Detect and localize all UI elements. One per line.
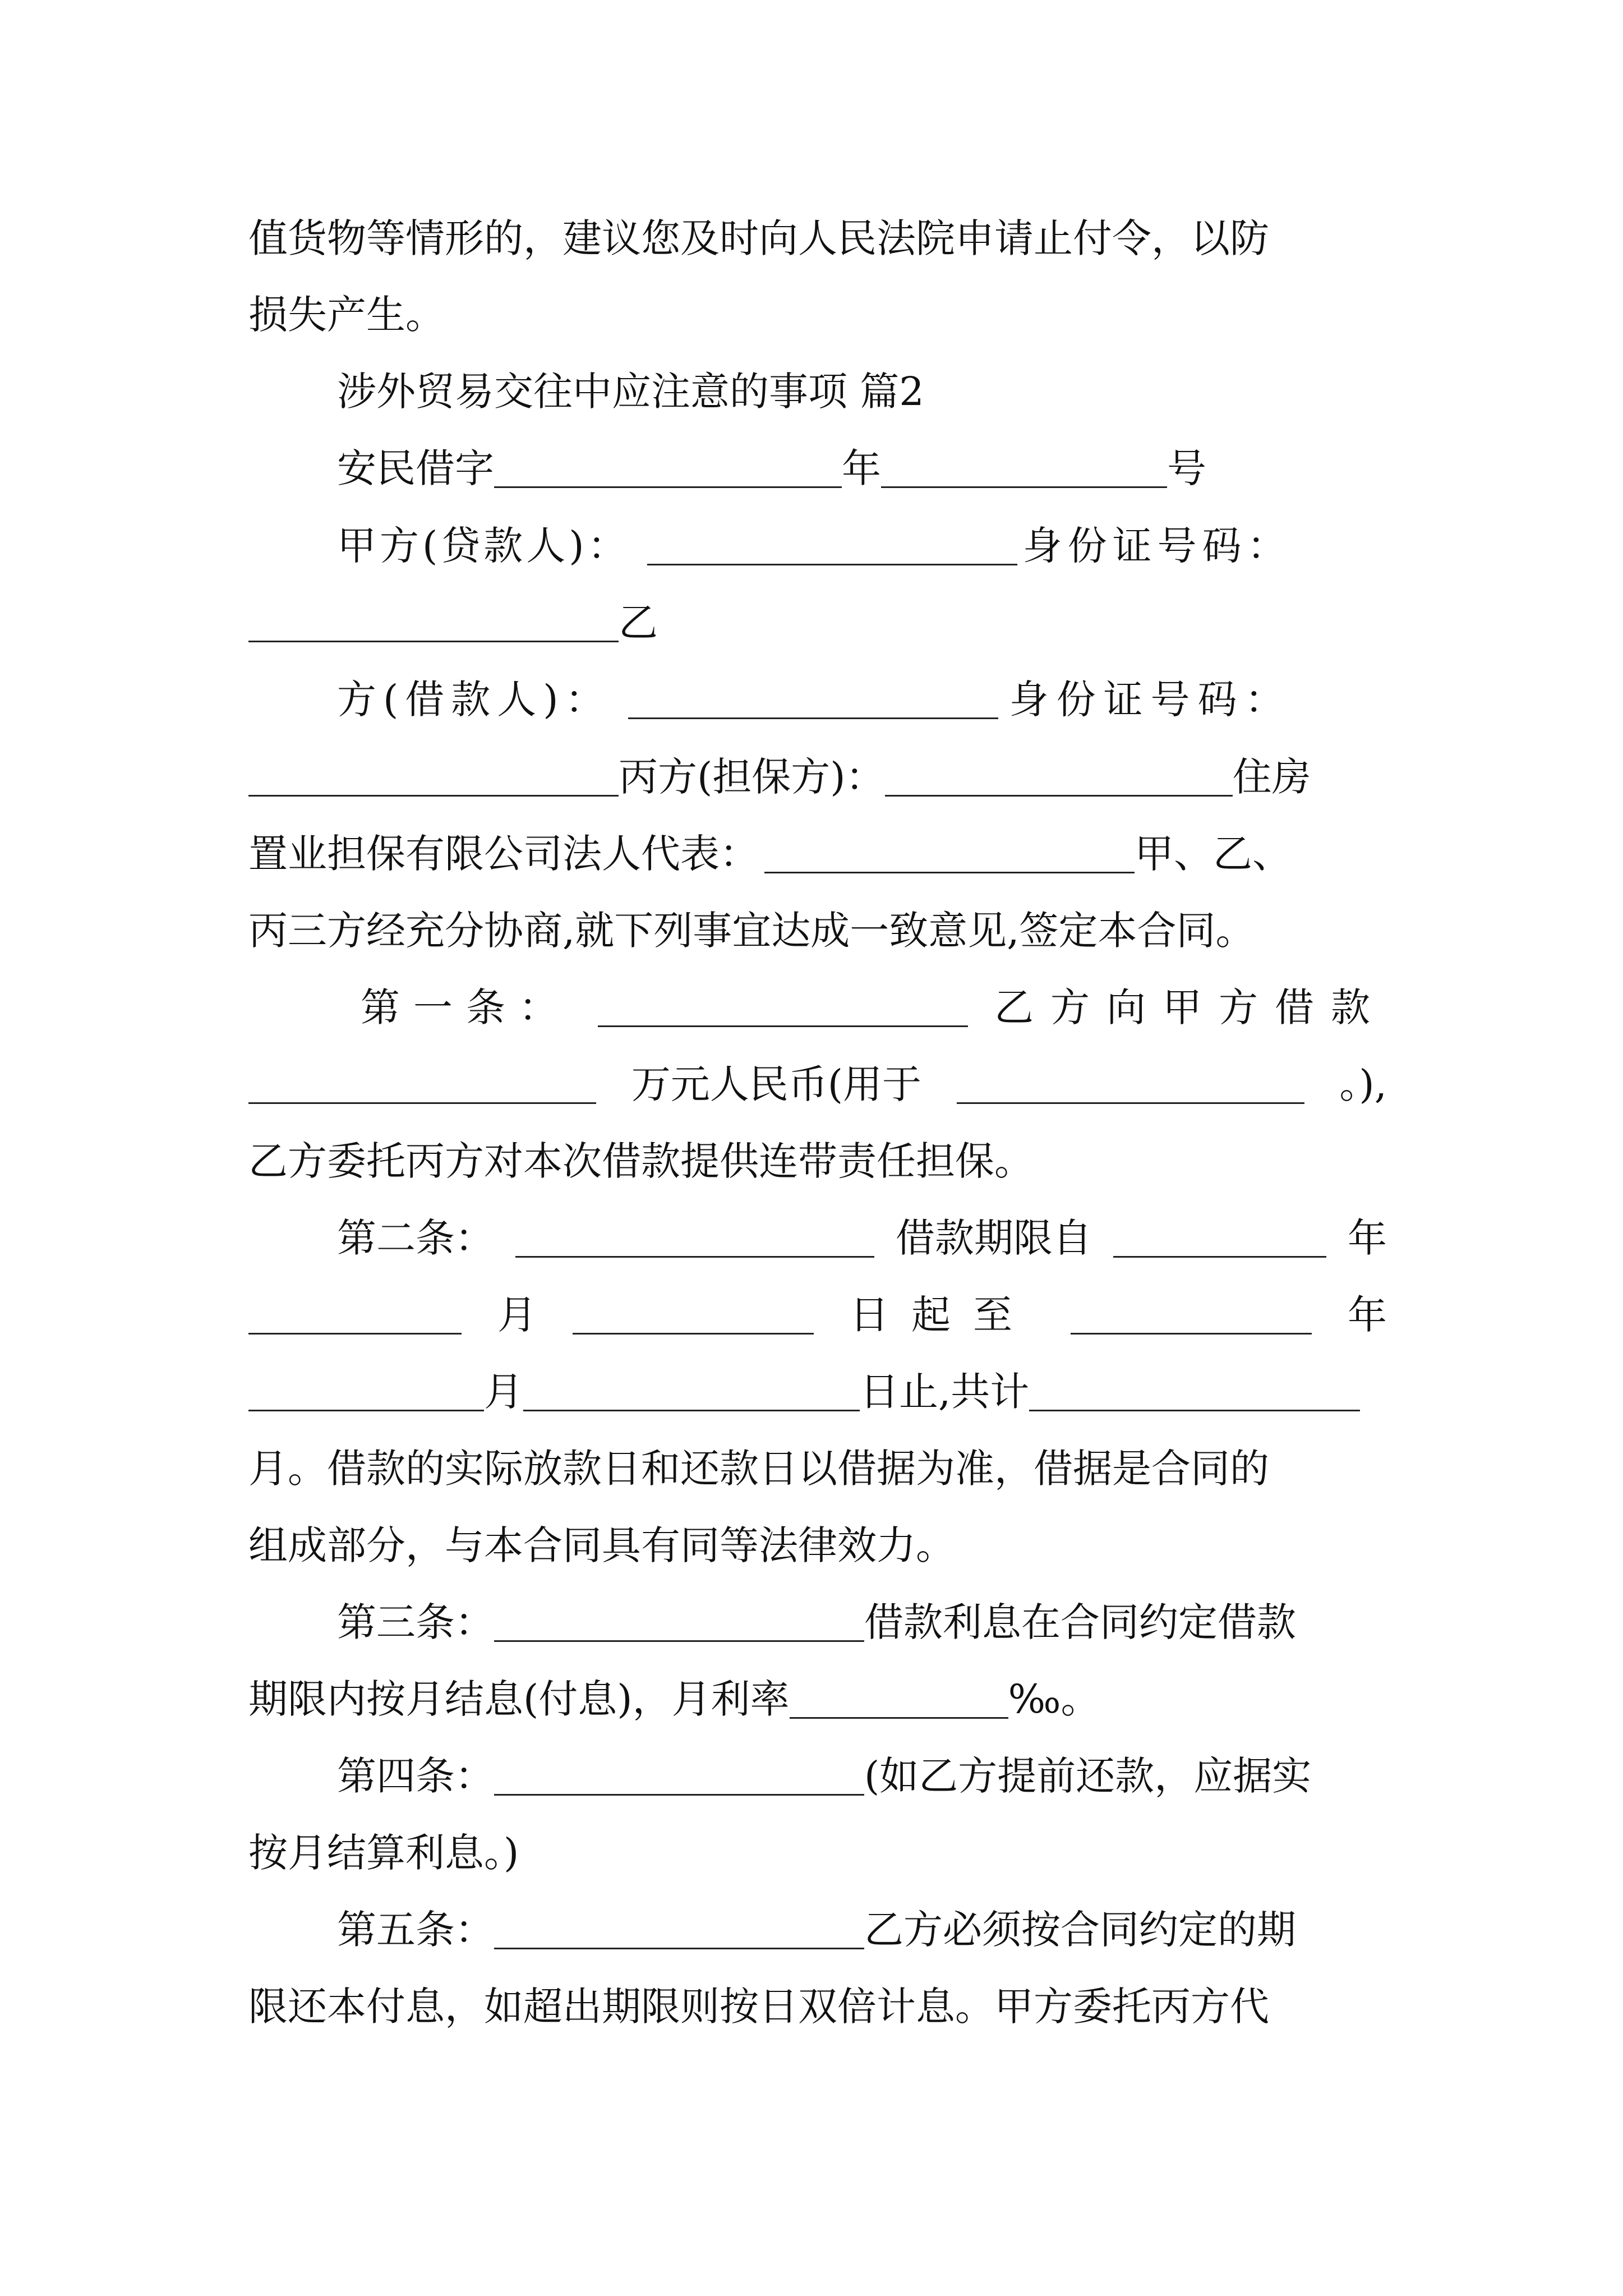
party-c-line	[248, 746, 1387, 808]
text: 乙方向甲方借款	[994, 984, 1387, 1030]
blank-field	[248, 606, 619, 642]
text: 年	[1348, 1292, 1387, 1338]
blank-field	[790, 1682, 1008, 1719]
paragraph-line	[248, 823, 1387, 885]
text: 万元人民币(用于	[631, 1061, 922, 1107]
blank-field	[494, 1605, 864, 1642]
blank-field	[1071, 1298, 1312, 1335]
paragraph-line	[248, 1976, 1387, 2037]
paragraph-line	[248, 1515, 1387, 1576]
text: 值货物等情形的，建议您及时向人民法院申请止付令，以防	[248, 215, 1269, 261]
blank-field	[573, 1298, 814, 1335]
blank-field	[494, 1913, 864, 1949]
blank-field	[598, 991, 968, 1027]
blank-field	[494, 452, 842, 488]
paragraph-line	[248, 1822, 1387, 1884]
paragraph-line	[248, 900, 1387, 961]
paragraph-line	[248, 1361, 1387, 1423]
text: (如乙方提前还款，应据实	[864, 1753, 1312, 1799]
text: 第五条：	[337, 1907, 494, 1953]
text: 第三条：	[337, 1599, 494, 1645]
blank-field	[764, 837, 1135, 873]
text: 乙方必须按合同约定的期	[864, 1907, 1296, 1953]
text: 月	[497, 1292, 537, 1338]
text: 方(借款人)：	[337, 677, 611, 723]
text: 第一条：	[361, 984, 571, 1030]
text: 日起至	[850, 1292, 1035, 1338]
blank-field	[628, 683, 998, 719]
text: 月	[484, 1369, 523, 1415]
blank-field	[881, 452, 1167, 488]
text: 乙	[619, 600, 658, 646]
text: 年	[842, 445, 881, 491]
blank-field	[248, 1375, 484, 1411]
text: 借款利息在合同约定借款	[864, 1599, 1296, 1645]
text: 乙方委托丙方对本次借款提供连带责任担保。	[248, 1138, 1034, 1184]
text: 。),	[1339, 1061, 1387, 1107]
text: 损失产生。	[248, 292, 445, 338]
paragraph-line	[248, 1284, 1387, 1346]
article-5-line	[248, 1899, 1387, 1961]
text: 身份证号码：	[1009, 677, 1292, 723]
text: 第二条：	[337, 1215, 494, 1261]
text: 年	[1348, 1215, 1387, 1261]
paragraph-line	[248, 284, 1387, 346]
blank-field	[248, 1298, 462, 1335]
text: 第四条：	[337, 1753, 494, 1799]
text: 身份证号码：	[1022, 523, 1292, 569]
article-2-line	[248, 1207, 1387, 1269]
paragraph-line	[248, 1438, 1387, 1499]
blank-field	[1029, 1375, 1360, 1411]
blank-field	[248, 760, 619, 797]
text: 按月结算利息。)	[248, 1830, 519, 1876]
contract-number-line	[248, 438, 1387, 499]
blank-field	[885, 760, 1233, 797]
text: 期限内按月结息(付息)，月利率	[248, 1676, 790, 1722]
article-4-line	[248, 1745, 1387, 1807]
text: 月。借款的实际放款日和还款日以借据为准，借据是合同的	[248, 1446, 1269, 1492]
blank-field	[515, 1221, 874, 1258]
text: 日止,共计	[860, 1369, 1030, 1415]
text: 置业担保有限公司法人代表：	[248, 831, 759, 877]
paragraph-line	[248, 592, 1387, 654]
article-3-line	[248, 1591, 1387, 1653]
text: ‰。	[1008, 1676, 1100, 1722]
section-heading	[248, 361, 1387, 422]
paragraph-line	[248, 1130, 1387, 1192]
party-b-line	[248, 669, 1387, 730]
text: 丙三方经充分协商,就下列事宜达成一致意见,签定本合同。	[248, 908, 1255, 954]
blank-field	[1113, 1221, 1326, 1258]
text: 号	[1167, 445, 1206, 491]
blank-field	[523, 1375, 860, 1411]
blank-field	[248, 1068, 596, 1104]
text: 组成部分，与本合同具有同等法律效力。	[248, 1522, 955, 1568]
paragraph-line	[248, 208, 1387, 269]
blank-field	[957, 1068, 1304, 1104]
heading-text: 涉外贸易交往中应注意的事项 篇2	[337, 369, 924, 415]
text: 借款期限自	[896, 1215, 1092, 1261]
text: 安民借字	[337, 445, 494, 491]
text: 甲方(贷款人)：	[337, 523, 630, 569]
text: 丙方(担保方)：	[619, 754, 885, 800]
text: 住房	[1232, 754, 1311, 800]
text: 甲、乙、	[1135, 831, 1292, 877]
blank-field	[647, 529, 1017, 565]
paragraph-line	[248, 1668, 1387, 1730]
paragraph-line	[248, 1053, 1387, 1115]
text: 限还本付息，如超出期限则按日双倍计息。甲方委托丙方代	[248, 1984, 1269, 2030]
party-a-line	[248, 515, 1387, 577]
article-1-line	[248, 977, 1387, 1038]
blank-field	[494, 1759, 864, 1796]
